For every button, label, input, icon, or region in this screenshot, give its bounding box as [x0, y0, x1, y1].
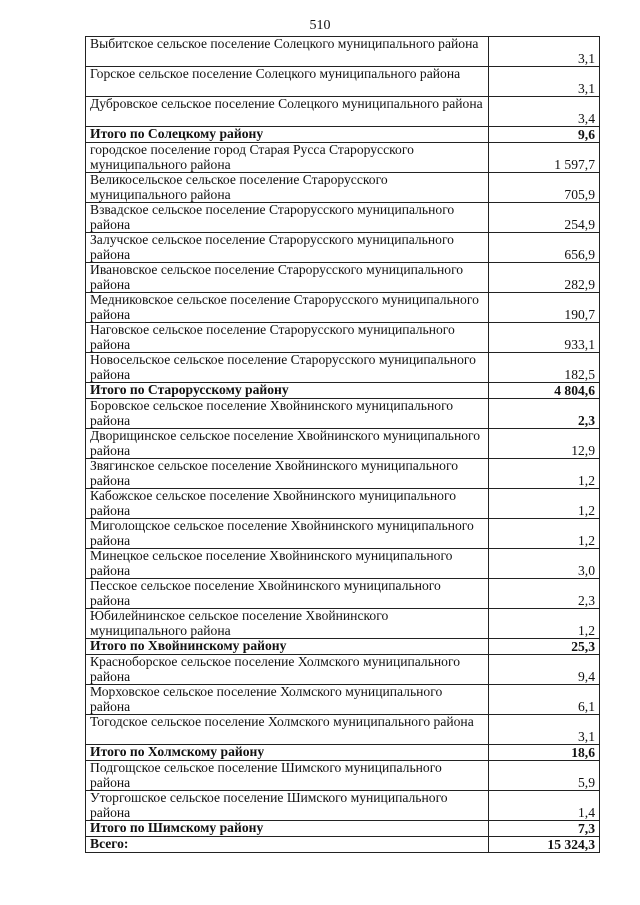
settlement-name: Красноборское сельское поселение Холмского муниципального района: [86, 655, 489, 685]
settlement-name: Наговское сельское поселение Старорусского муниципального района: [86, 323, 489, 353]
settlement-name: Итого по Хвойнинскому району: [86, 639, 489, 655]
amount-value: 705,9: [489, 173, 600, 203]
amount-value: 1,2: [489, 459, 600, 489]
settlement-name: Уторгошское сельское поселение Шимского муниципального района: [86, 791, 489, 821]
table-row: [86, 173, 600, 203]
settlement-name: Залучское сельское поселение Старорусского муниципального района: [86, 233, 489, 263]
amount-value: 5,9: [489, 761, 600, 791]
amount-value: 3,0: [489, 549, 600, 579]
total-row: [86, 837, 600, 853]
settlement-name: Ивановское сельское поселение Старорусского муниципального района: [86, 263, 489, 293]
table-row: [86, 233, 600, 263]
amount-value: 1,2: [489, 489, 600, 519]
settlement-name: Итого по Солецкому району: [86, 127, 489, 143]
amount-value: 190,7: [489, 293, 600, 323]
amount-value: 12,9: [489, 429, 600, 459]
settlement-name: городское поселение город Старая Русса Старорусского муниципального района: [86, 143, 489, 173]
amount-value: 656,9: [489, 233, 600, 263]
settlement-name: Великосельское сельское поселение Старорусского муниципального района: [86, 173, 489, 203]
settlement-name: Морховское сельское поселение Холмского муниципального района: [86, 685, 489, 715]
amount-value: 282,9: [489, 263, 600, 293]
page-number: 510: [309, 18, 331, 33]
table-row: [86, 263, 600, 293]
settlement-name: Новосельское сельское поселение Старорусского муниципального района: [86, 353, 489, 383]
settlement-name: Итого по Холмскому району: [86, 745, 489, 761]
settlement-name: Взвадское сельское поселение Старорусского муниципального района: [86, 203, 489, 233]
budget-table-body: [86, 37, 600, 853]
total-row: [86, 821, 600, 837]
table-row: [86, 459, 600, 489]
amount-value: 9,4: [489, 655, 600, 685]
table-row: [86, 429, 600, 459]
table-row: [86, 489, 600, 519]
table-row: [86, 203, 600, 233]
table-row: [86, 37, 600, 67]
table-row: [86, 685, 600, 715]
settlement-name: Кабожское сельское поселение Хвойнинского муниципального района: [86, 489, 489, 519]
amount-value: 6,1: [489, 685, 600, 715]
table-row: [86, 579, 600, 609]
budget-table: [85, 36, 600, 853]
table-row: [86, 609, 600, 639]
settlement-name: Итого по Старорусскому району: [86, 383, 489, 399]
amount-value: 7,3: [489, 821, 600, 837]
amount-value: 3,4: [489, 97, 600, 127]
total-row: [86, 639, 600, 655]
table-row: [86, 715, 600, 745]
table-row: [86, 399, 600, 429]
settlement-name: Дубровское сельское поселение Солецкого муниципального района: [86, 97, 489, 127]
settlement-name: Горское сельское поселение Солецкого муниципального района: [86, 67, 489, 97]
amount-value: 4 804,6: [489, 383, 600, 399]
settlement-name: Медниковское сельское поселение Старорусского муниципального района: [86, 293, 489, 323]
total-row: [86, 745, 600, 761]
settlement-name: Подгощское сельское поселение Шимского муниципального района: [86, 761, 489, 791]
amount-value: 182,5: [489, 353, 600, 383]
amount-value: 15 324,3: [489, 837, 600, 853]
amount-value: 3,1: [489, 715, 600, 745]
amount-value: 2,3: [489, 579, 600, 609]
table-row: [86, 519, 600, 549]
settlement-name: Миголощское сельское поселение Хвойнинского муниципального района: [86, 519, 489, 549]
amount-value: 3,1: [489, 67, 600, 97]
table-row: [86, 67, 600, 97]
amount-value: 1,2: [489, 519, 600, 549]
table-row: [86, 97, 600, 127]
settlement-name: Всего:: [86, 837, 489, 853]
total-row: [86, 383, 600, 399]
table-row: [86, 353, 600, 383]
amount-value: 3,1: [489, 37, 600, 67]
settlement-name: Выбитское сельское поселение Солецкого муниципального района: [86, 37, 489, 67]
amount-value: 2,3: [489, 399, 600, 429]
settlement-name: Тогодское сельское поселение Холмского муниципального района: [86, 715, 489, 745]
table-row: [86, 143, 600, 173]
table-row: [86, 761, 600, 791]
amount-value: 1,2: [489, 609, 600, 639]
amount-value: 1,4: [489, 791, 600, 821]
table-row: [86, 293, 600, 323]
settlement-name: Минецкое сельское поселение Хвойнинского муниципального района: [86, 549, 489, 579]
amount-value: 18,6: [489, 745, 600, 761]
amount-value: 254,9: [489, 203, 600, 233]
amount-value: 25,3: [489, 639, 600, 655]
settlement-name: Юбилейнинское сельское поселение Хвойнинского муниципального района: [86, 609, 489, 639]
settlement-name: Песское сельское поселение Хвойнинского муниципального района: [86, 579, 489, 609]
settlement-name: Звягинское сельское поселение Хвойнинского муниципального района: [86, 459, 489, 489]
settlement-name: Боровское сельское поселение Хвойнинского муниципального района: [86, 399, 489, 429]
amount-value: 933,1: [489, 323, 600, 353]
settlement-name: Дворищинское сельское поселение Хвойнинского муниципального района: [86, 429, 489, 459]
settlement-name: Итого по Шимскому району: [86, 821, 489, 837]
total-row: [86, 127, 600, 143]
table-row: [86, 791, 600, 821]
table-row: [86, 655, 600, 685]
table-row: [86, 323, 600, 353]
amount-value: 9,6: [489, 127, 600, 143]
table-row: [86, 549, 600, 579]
amount-value: 1 597,7: [489, 143, 600, 173]
